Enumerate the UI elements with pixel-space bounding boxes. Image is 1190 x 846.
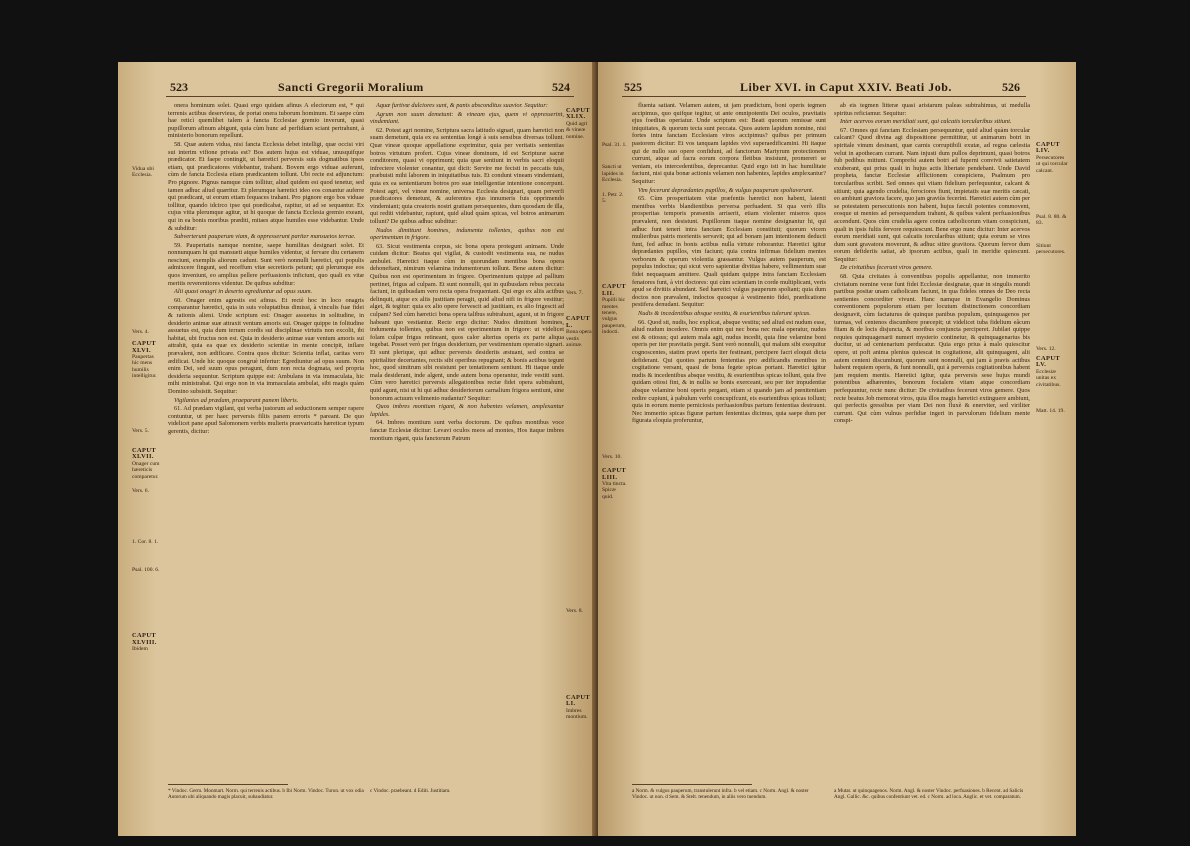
right-page-running-head: Liber XVI. in Caput XXIV. Beati Job. — [740, 80, 952, 94]
right-footnotes-a: a Norm. & vulgus pauperum, transtulerunt infra. b vel etiam. c Norm. Angl. & noster Vindoc. ut non. d Sem. & Stelt. tenendum, in aliis vero tuendum. — [632, 788, 809, 801]
right-marginalia-outer: CAPUT LIV. Persecutores ut qui torcular calcant. Psal. 8. 80. & 83. Sitiunt persecutores. Vers. 12. CAPUT LV. Ecclesiæ unitas ex civitatibus. Matt. 14. 19. — [1036, 141, 1068, 415]
left-marginalia-inner: CAPUT XLIX. Quid agri & vineæ nomine. Vers. 7. CAPUT L. Bona opera vestis animæ. Vers. 8. CAPUT LI. Imbres montium. — [566, 107, 592, 721]
open-book — [118, 62, 1076, 836]
left-footnotes-a: * Vindoc. Germ. Monmart. Norm. qui terrenis actibus. b Ibi Norm. Vindoc. Turon. ut vox odia Autorum ubi aliquando magis placuit, subaudiatur. — [168, 788, 364, 801]
right-header-rule — [622, 96, 1026, 97]
left-page-number-a: 523 — [170, 80, 188, 94]
right-page-column-1: fluenta satiant. Velamen autem, ut jam prædictum, boni operis tegmen accipimus, quo quifque tegitur, ut ante omnipotentis Dei oculos, pravitatis ejus foeditas operiatur. Unde scriptum est: Beati quorum remissæ sunt iniquitates, & quorum tecta sunt peccata. Quos autem lapidum nomine, nisi fortes intra fanctam Ecclesiam viros accipimus? quibus per primum pastorem dicitur: Et vos tanquam lapides vivi superaedificamini. Hi itaque qui de nullo suo opere confidunt, ad fanctorum Martyrum protectionem currunt, atque ad facra eorum corpora fletibus insistunt, promereri se veniam, eis intercedentibus, deprecantur. Quid ergo isti in hac humilitate faciunt, nisi quia bonæ actionis velamen non habentes, lapides amplexantur? Sequitur: Vim fecerunt deprædantes pupillos, & vulgus pauperum spoliaverunt. 65. Cùm prosperitatem vitæ præfentis hæretici non habent, latenti mentibus verbis blandientibus perversa perfuadent. Si qua verò illis prosperitas temporis præsentis arriserit, etiam violenter miseros quos prævalent, non desistunt. Pupillorum itaque nomine designantur hi, qui adhuc funt tenerì intra fanctam Ecclesiam constituti; quorum vicem mulieribus patris morientis servavit; qui ad bonam jam intentionem deducti funt, fed adhuc in bonis actibus nulla virtute roborantur. Hæretici igitur deprædantes pupillos, vim faciunt; quia contra infirmas fidelium mentes verborum & operum violentia grassantur. Vulgus autem pauperum, est populus indoctus; qui sicut vero sapientiæ divitias habere, vellimentum suæ fidei nequaquam amittere. Quali quidam quippe intra fanctam Ecclesiam fenatores funt, à viri doctores: qui cùm scientiam in corde multiplicant, veris apud se divitiis abundant. Sed hæretici vulgus pauperum spoliant; quia dum doctos non prævalent, indoctos quosque à vestimento fidei, prædicatione pestifera denudant. Sequitur: Nudis & incedentibus absque vestitu, & esurientibus tulerunt spicas. 66. Quod sit, nudis, hoc explicat, absque vestitu; sed aliud est nudum esse, aliud nudum incedere. Omnis enim qui nec bona nec mala operatur, nudus est & otiosus; qui autem mala agit, nudus incedit, quia fine velamine boni operis per iter pravitatis pergit. Sunt verò nonnulli, qui malum sibi exequitur cognoscentes, statim pravi operis iter festinant, percipere facri eloquii dicta defiderant. Qui quoties partum fententias pro ædificandis mentibus in cogitatione versant, quasi de bona fegete spicas portant. Hæretici igitur nudis & incedentibus absque vestitu, & esurientibus spicas tollunt, quia five quidam otiosi fint, & in nullis se bonis exerceant, seu per iter impudentiæ absque velamine boni operis pergant, etiam si quando jam ad pœnitentiam redire cupiunt, à pabulum verbi concupifcunt, eis esurientibus spicas tollunt; quia in eorum mente perniciosis perfuasionibus partum fententias destruunt. Nec immerito spicas figuræ partum fententias dicimus, quia saepe dum per figurata eloquia proferuntur, — [632, 102, 826, 425]
left-marginalia-outer: Vidua ubi Ecclesia. Vers. 4. CAPUT XLVI. Paupertas hic mens humilis intelligitur. Vers. 5. CAPUT XLVII. Onager cum hæreticis comparetur. Vers. 6. 1. Cor. 8. 1. Psal. 100. 6. CAPUT XLVIII. Ibidem — [132, 166, 160, 653]
left-page-column-1: onera hominum solet. Quasi ergo quidam afinus A electorum est, * qui terrenis actibus deservieus, de portat onera tuborum hominum. Et saepe cùm hae reticì quemlibet talem à fancta Ecclesiae gremio inverunt, quasi pupillorum afinum abigunt, quia cùm hunc ad perfidiam sciant pertrahunt, à ministerio bonorum repellunt. 58. Quæ autem vidua, nisi fancta Ecclesia debet intelligi, quæ occisi viri sui interim vifione privata est? Bos autem hujus est viduae, unusquifque prædicator. Et faepe contingit, ut hæretici perversis suis dogmatibus ipsos etiam, qui prædicatores videbantur, trahant. Bovem ergo viduae auferunt, cùm de fancta Ecclesia etiam prædicantem tollunt. Ubi recte est adjunctum: Pro pignore. Pignus namque cùm tollitur, aliud quidem est quod tenetur, sed tamen adhuc aliud quæritur. Et plerumque hæretici ideo eos conantur auferre qui prædicant, ut eorum etiam fequaces trahant. Pro pignore ergo bos viduae tollitur, quando idcirco ipse qui prædicabat, rapitur, ut ad se sequantur. Ex cujus vitia plerumque agitur, ut hi quoque de fancta Ecclesia gremio exeant, qui in ea bonis moribus præditi, mitaes atque humiles esse videbantur. Unde & subditur: Subverterunt pauperum viam, & oppresserunt pariter mansuetos terrae. 59. Paupertatis namque nomine, saepe humilitas designari solet. Et nonnunquam hi qui mansueti atque humiles videntur, si fervare diu certanem nesciunt, exemplis aliorum cadunt. Sunt verò nonnulli hæretici, qui populis admixcere fingunt, sed receffum vitæ secretioris petunt; qui plerumque eos quos inveniunt, eo amplius pellere perfuasionis inficiunt, quo quali ex vitæ meritis reverentiores videntur. De quibus subditur: Alii quasi onagri in deserto egrediuntur ad opus suum. 60. Onager enim agrestis est afinus. Et rectè hoc in loco onagris comparantur hæretici, quia in suis voluptatibus dimissi, à vinculis fuæ fidei & rationis alieni. Unde scriptum est: Onager assuetus in solitudine, in desiderio animæ suæ attraxit ventum amoris sui. Onager quippe in folitudine assuetus est, quia dum terram cordis sui disciplinae virtutis non excolit, ibi habitat, ubi fructus non est. Quia in desiderio animæ suæ ventum amoris sui attrahit, quia ea quæ ex desiderio scientiæ in mente concipit, inflare prævalent, non ædificare. Contra quos dicitur: Scientia inflat, caritas vero ædificat. Unde hic quoque congruè infertur: Egrediuntur ad opus suum. Non enim Dei, sed suum opus peragunt, dum non recta dogmata, sed propria desideria sequuntur. Scriptum quippe est: Ambulans in via immaculata, hic mihi ministrabat. Qui ergo non in via immaculata ambulat, sibi magis quàm Domino subsistit. Sequitur: Vigilantes ad prædam, praeparant panem liberis. 61. Ad prædam vigilant, qui verba justorum ad seductionem semper rapere contuntur, ut per haec perversis filiis panem erroris * pareant. De quo videlicet pane apud Salomonem verbis mulieris praevaricatis hæreticæ typum gerentis, dicitur: — [168, 102, 364, 435]
left-footnotes-b: c Vindoc. praebeant. d Editi. Justitiam. — [370, 788, 451, 794]
left-page — [118, 62, 596, 836]
left-header-rule — [166, 96, 574, 97]
right-page-number-b: 526 — [1002, 80, 1020, 94]
right-marginalia-inner: Psal. 31. 1. Sancti ut lapides in Ecclesia. 1. Petr. 2. 5. CAPUT LII. Pupilli hic mentes tenere, vulgus pauperum, indocti. Vers. 10. CAPUT LIII. Vita tincta. Spicæ quid. — [602, 142, 627, 500]
right-page-number-a: 525 — [624, 80, 642, 94]
right-page — [598, 62, 1076, 836]
left-page-running-head: Sancti Gregorii Moralium — [278, 80, 424, 94]
left-page-column-2: Aquæ furtivæ dulciores sunt, & panis absconditus suavior. Sequitur: Agrum non suum demetunt: & vineam ejus, quem vi oppresserint, vindemiant. 62. Potest agri nomine, Scriptura sacra latitudo signari, quam hæretici non suam demetunt, quia ex ea sententias longè à suis sensibus diversas tollunt. Quæ vineæ quoque appellatione exprimitur, quia per veritatis sententias botros virtutum profert. Cujus vineæ dominum, id est Scripturæ sacræ conditorem, quasi vi opprimunt; quia quæ sentiunt in verbis sacri eloquii infrectere violenter conantur, qui dicit: Servire me fecisti in peccatis tuis, præbuisti mihi laborem in iniquitatibus tuis. Et condunt vineam vindemiant, quia ex ea sententiarum botros pro suæ intelligentiæ intentione concerpunt. Potest agri, vel vineæ nomine, universa Ecclesia designari, quam perverfi prædicatores demetunt, & auferentes ejus innumeris fuis opprimendo vindemiant; quia creatoris nostri gratiam persequentes, dum quosdam de illa, qui rediti videbantur, rapiunt, quid aliud quàm spicas, vel botros animarum tollunt? De quibus adhuc subditur: Nudos dimittunt homines, indumenta tollentes, quibus non est operimentum in frigore. 63. Sicut vestimenta corpus, sic bona opera protegunt animam. Unde cuidam dicitur: Beatus qui vigilat, & custodit vestimenta sua, ne nudus ambulet. Hæretici itaque cùm in quorundam mentibus bona opera dehoneftant, nimirum velamina indumentorum tollunt. Bene autem dicitur: Quibus non est operimentum in frigore. Operimentum quippe ad pallium pertinet, frigus ad culpam. Et sunt nonnulli, qui in quibusdam rebus peccata faciunt, in quibusdam vero recta opera frequentant. Qui ergo ex aliis actibus delinquit, atque ex aliis justitiam peragit, quid aliud nifi in frigore vestitur; alget, & tegitur: quia ex alio opere fervescit ad justitiam, ex alio frigescit ad culpam? Sed cùm hæretici bona opera talibus subtrahunt, agunt, ut in frigore habeant quo vestiantur. Recte ergo dicitur: Nudos dimittunt homines, indumenta tollentes, quibus non est operimentum in frigore: ut videlicet folam culpæ frigus retineant, quos calor alterius operis ex parte aliqua tegebat. Posset verò per frigus desiderium, per vestimentum operatio signari. Et sunt plerique, qui adhuc perversis desideriis æstuant, sed contra se spiritaliter decertantes, rectis sibi operibus repugnant; & bonis actibus tegunt hoc, quod simitrum sibi resistunt per tentationem sentiunt. Hi itaque unde mala desiderant, inde algent, unde autem bona operantur, inde vestiti sunt. Cùm vero hæretici perversis allegationibus rectæ fidei opera subtrahunt, quid agunt, nisi ut hi qui adhuc desideriorum carnalium frigora sentiunt, sine bonorum actuum velimento nudantur? Sequitur: Quos imbres montium rigant, & non habentes velamen, amplexantur lapides. 64. Imbres montium sunt verba doctorum. De quibus montibus voce fanctæ Ecclesiæ dicitur: Levavi oculos meos ad montes, Hos itaque imbres montium rigant, quia fanctorum Patrum — [370, 102, 564, 442]
right-footnote-rule — [632, 784, 752, 785]
right-page-column-2: ab eis tegmen litteræ quasi aristarum paleas subtrahimus, ut medulla spiritus reficiamur. Sequitur: Inter acervos eorum meridiati sunt, qui calcatis torcularibus sitiunt. 67. Omnes qui fanctam Ecclesiam persequuntur, quid aliud quàm torcular calcant? Quod divina agi dispositione permittitur, ut animarum botri in spiritale vinum desinant, quæ carnis corruptibili exutæ, ad regna cælestia velut in apothecam currant. Nam injusti dum pullos deprimunt, quasi botros fub pedibus mittunt. Comprefsi autem botri ad fuperni convivii satietatem exuberant, qui prius quali in hujus actis libertate pendebant. Unde David propheta, fanctæ Ecclesiæ afflictionem conspiciens, Psalmum pro torcularibus scribit. Sed omnes qui vitam fidelium perfequuntur, calcant & sitiunt; quia agendo crudelia, ferociores fiunt, impietatis suæ meritis cæcati, eo ambiunt graviora facere, quo jam graviùs fecerint. Hæretici autem cùm per se potestatem persecutionis non habent, hujus fæculi potentes commovent, eosque ut mentes ad persequendum trahunt, & quibus valent perfuasionibus accendunt. Quos cùm crudelia agere contra catholicorum vitam conspiciunt, quali in ipsis fultis fervore requiescunt. Bene ergo nunc dicitur: Inter acervos eorum meridiati sunt, qui calcatis torcularibus sitiunt; quia eorum se vires dum sunt gravatora moverunt, & adhuc sitire gravitora. Quorum fervor dum eorum defideriis satiat, ab ipsorum actibus, quali in meridie quiescunt. Sequitur: De civitatibus fecerunt viros gemere. 68. Quia civitates à conventibus populis appellantur, non immerito civitatum nomine veræ funt fidei Ecclesiæ designatæ, quæ in singulis mundi partibus positæ unam catholicam faciunt, in qua fideles omnes de Deo recta sentientes concorditer vivunt. Hanc namque in Evangelio Dominus conventionem populorum etiam per locutum distinctionem concordiam designavit, cùm factaturus de quinque panibus populum, quinquagenos per turmas, vel centenos discumbere præcepit; ut videlicet tuba fidelium eâcum fitam & de locis disjuncta, & moribus conjuncta perciperet. Jubilæi quippe requies quinquagenarii numeri mysterio continetur, & quinquagenarius bis ducitur, ut ad centenarium perducatur. Quia ergo prius à malo quiescitur opere, ut poft anima plenius quiescat in cogitatione, alii quinquageni, alii autem centeni discumbunt, quorum sunt nonnulli, qui jam à pravis actibus habent requiem operis, & funt nonnulli, qui à perversis cogitationibus habent jam requiem mentis. Hæretici igitur, quia perversis sese hujus mundi potentibus adhærentes, bonorum focialem vitam atque concordiam perfequuntur, recte nunc dicitur: De civitatibus fecerunt viros gemere. Quos recte beatus Job memorat viros, quia illos magis hæretici extinguere ambiunt, qui perfectis gressibus per viam Dei non fluxè & enerviter, sed viriliter currunt. Qui cùm vulnus perfidiæ ingeri in parvulorum fidelium mente conspi- — [834, 102, 1030, 425]
right-footnotes-b: a Mutat. ut quinquagenos. Norm. Angl. & noster Vindoc. perfuasiones. b Recent. ad Salicis Angl. Gallic. &c. quibus confentiunt vet. ed. c Norm. ad loca. Anglic. et vet. comparatum. — [834, 788, 1024, 801]
left-footnote-rule — [168, 784, 288, 785]
left-page-number-b: 524 — [552, 80, 570, 94]
